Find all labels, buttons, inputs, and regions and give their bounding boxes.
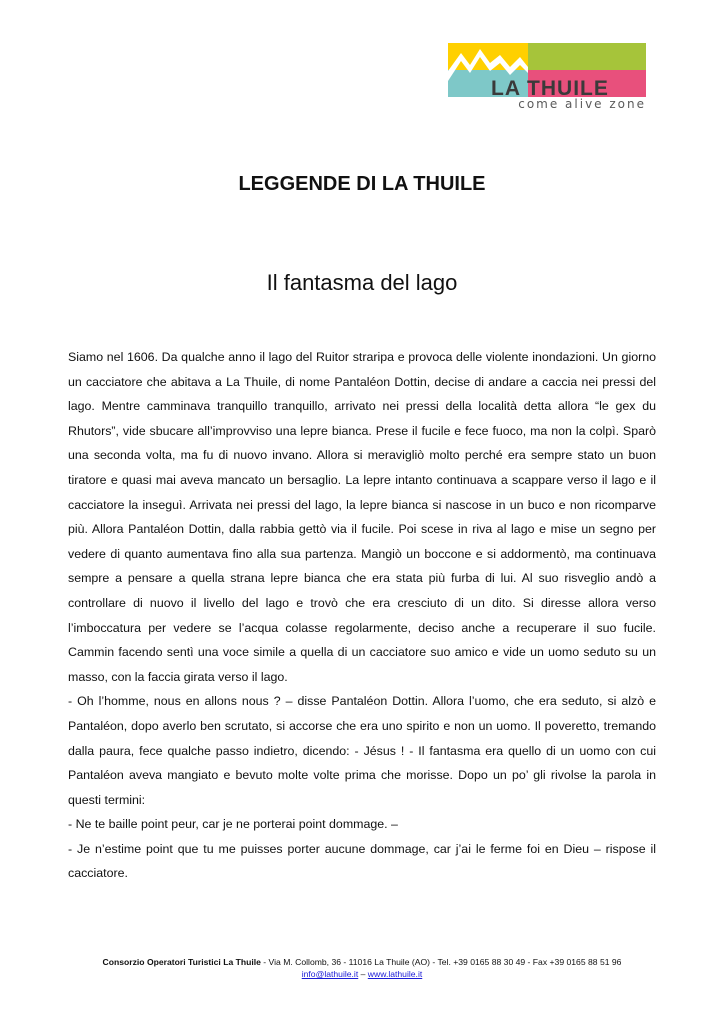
footer-org-name: Consorzio Operatori Turistici La Thuile <box>102 957 261 967</box>
logo-green-block <box>528 43 646 70</box>
la-thuile-logo <box>448 43 646 113</box>
paragraph: Siamo nel 1606. Da qualche anno il lago del Ruitor straripa e provoca delle violente inondazioni. Un giorno un cacciatore che abitava a La Thuile, di nome Pantaléon Dottin, decise di andare a caccia nei pressi del lago. Mentre camminava tranquillo tranquillo, arrivato nei pressi della località detta allora “le gex du Rhutors”, vide sbucare all’improvviso una lepre bianca. Prese il fucile e fece fuoco, ma non la colpì. Sparò una seconda volta, ma fu di nuovo invano. Allora si meravigliò molto perché era sempre stato un buon tiratore e quasi mai aveva mancato un bersaglio. La lepre intanto continuava a scappare verso il lago e il cacciatore la inseguì. Arrivata nei pressi del lago, la lepre bianca si nascose in un buco e non ricomparve più. Allora Pantaléon Dottin, dalla rabbia gettò via il fucile. Poi scese in riva al lago e mise un segno per vedere di quanto aumentava fino alla sua partenza. Mangiò un boccone e si addormentò, ma continuava sempre a pensare a quella strana lepre bianca che era stata più furba di lui. Al suo risveglio andò a controllare di nuovo il livello del lago e trovò che era cresciuto di un dito. Si diresse allora verso l’imboccatura per vedere se l’acqua colasse regolarmente, deciso anche a recuperare il suo fucile. Cammin facendo sentì una voce simile a quella di un cacciatore suo amico e vide un uomo seduto su un masso, con la faccia girata verso il lago. <box>68 350 656 684</box>
document-title: LEGGENDE DI LA THUILE <box>238 173 486 195</box>
footer-email-link[interactable]: info@lathuile.it <box>301 969 359 979</box>
paragraph: - Ne te baille point peur, car je ne porterai point dommage. – <box>68 817 398 832</box>
footer-links-line <box>0 968 724 980</box>
la-thuile-logo-graphic <box>448 43 646 97</box>
document-subtitle: Il fantasma del lago <box>266 270 458 295</box>
footer-separator: – <box>358 969 368 979</box>
logo-wordmark: LA THUILE <box>491 77 609 97</box>
logo-tagline: come alive zone <box>518 97 646 111</box>
story-body <box>68 345 656 886</box>
paragraph: - Je n’estime point que tu me puisses porter aucune dommage, car j’ai le ferme foi en Dieu – rispose il cacciatore. <box>68 841 656 881</box>
paragraph: - Oh l’homme, nous en allons nous ? – disse Pantaléon Dottin. Allora l’uomo, che era seduto, si alzò e Pantaléon, dopo averlo ben scrutato, si accorse che era uno spirito e non un uomo. Il poveretto, tremando dalla paura, fece qualche passo indietro, dicendo: - Jésus ! - Il fantasma era quello di un uomo con cui Pantaléon aveva mangiato e bevuto molte volte prima che morisse. Dopo un po’ gli rivolse la parola in questi termini: <box>68 694 656 807</box>
footer-website-link[interactable]: www.lathuile.it <box>367 969 423 979</box>
page-footer <box>0 956 724 980</box>
footer-address: - Via M. Collomb, 36 - 11016 La Thuile (AO) - Tel. +39 0165 88 30 49 - Fax +39 0165 88 51 96 <box>260 957 622 967</box>
footer-contact-line <box>0 956 724 968</box>
